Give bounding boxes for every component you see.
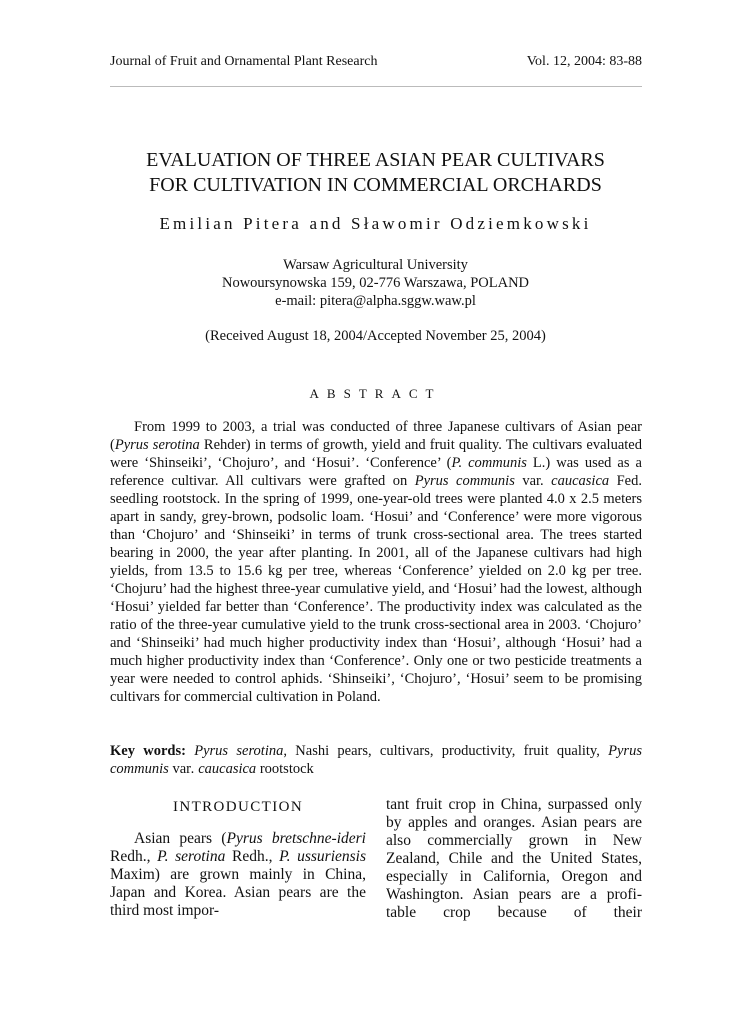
intro-paragraph-right: tant fruit crop in China, surpassed only by apples and oranges. Asian pears are also commercially grown in New Zealand, Chile and the United States, especially in California, Oregon and Washington. Asian pears are a profi-table crop because of their (386, 796, 642, 921)
keywords: Key words: Pyrus serotina, Nashi pears, cultivars, productivity, fruit quality, Pyrus communis var. caucasica rootstock (110, 743, 642, 777)
affiliation (80, 256, 671, 310)
title-line-2: FOR CULTIVATION IN COMMERCIAL ORCHARDS (149, 174, 602, 196)
institution: Warsaw Agricultural University (283, 257, 468, 273)
introduction-heading: INTRODUCTION (172, 799, 304, 815)
author-list: Emilian Pitera and Sławomir Odziemkowski (159, 214, 592, 233)
address: Nowoursynowska 159, 02-776 Warszawa, POLAND (221, 275, 530, 291)
journal-name: Journal of Fruit and Ornamental Plant Research (110, 54, 378, 69)
header-divider (110, 86, 642, 87)
intro-left-column (110, 796, 366, 920)
email: e-mail: pitera@alpha.sggw.waw.pl (275, 293, 476, 309)
received-dates: (Received August 18, 2004/Accepted November 25, 2004) (205, 328, 546, 344)
volume-info: Vol. 12, 2004: 83-88 (526, 54, 642, 69)
keywords-label: Key words: (110, 743, 186, 759)
paper-title (80, 148, 671, 198)
title-line-1: EVALUATION OF THREE ASIAN PEAR CULTIVARS (146, 149, 605, 171)
intro-right-column (386, 796, 642, 922)
intro-paragraph-left: Asian pears (Pyrus bretschne-ideri Redh., P. serotina Redh., P. ussuriensis Maxim) are grown mainly in China, Japan and Korea. Asian pears are the third most impor- (110, 830, 367, 919)
abstract-text: From 1999 to 2003, a trial was conducted of three Japanese cultivars of Asian pear (Pyrus serotina Rehder) in terms of growth, yield and fruit quality. The cultivars evaluated were ‘Shinseiki’, ‘Chojuro’, and ‘Hosui’. ‘Conference’ (P. communis L.) was used as a reference cultivar. All cultivars were grafted on Pyrus communis var. caucasica Fed. seedling rootstock. In the spring of 1999, one-year-old trees were planted 4.0 x 2.5 meters apart in sandy, grey-brown, podsolic loam. ‘Hosui’ and ‘Conference’ were more vigorous than ‘Chojuro’ and ‘Shinseiki’ in terms of trunk cross-sectional area. The trees started bearing in 2000, the year after planting. In 2001, all of the Japanese cultivars had high yields, from 13.5 to 15.6 kg per tree, whereas ‘Conference’ yielded on 2.0 kg per tree. ‘Chojuru’ had the highest three-year cumulative yield, and ‘Hosui’ had the lowest, although ‘Hosui’ yielded far better than ‘Conference’. The productivity index was calculated as the ratio of the three-year cumulative yield to the trunk cross-sectional area in 2003. ‘Chojuro’ and ‘Shinseiki’ had much higher productivity index than ‘Hosui’, although ‘Hosui’ had a much higher productivity index than ‘Conference’. Only one or two pesticide treatments a year were needed to control aphids. ‘Shinseiki’, ‘Chojuro’, ‘Hosui’ seem to be promising cultivars for commercial cultivation in Poland. (110, 419, 642, 705)
running-header (110, 54, 642, 70)
abstract-heading: ABSTRACT (309, 386, 442, 401)
